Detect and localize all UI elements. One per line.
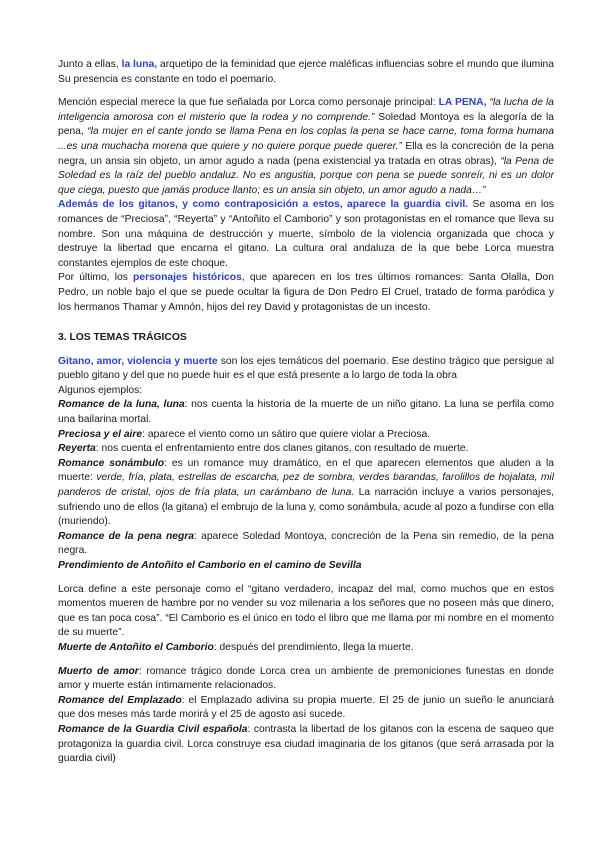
item-title: Muerto de amor xyxy=(58,665,139,677)
item-prendimiento-text: Lorca define a este personaje como el “gitano verdadero, incapaz del mal, como muchos que en estos momentos mueren de hambre por no vender su voz milenaria a los señores que no poseen más que dinero, que es tan poca cosa”. “El Camborio es el único en todo el libro que me llama por mi nombre en el momento de su muerte”. xyxy=(58,583,554,639)
item-text: : romance trágico donde Lorca crea un ambiente de premoniciones funestas en donde amor y muerte están íntimamente relacionados. xyxy=(58,665,554,692)
item-quote: verde, fría, plata, estrellas de escarcha, pez de sombra, verdes barandas, farolillos de hojalata, mil panderos de cristal, ojos de fría plata, un carámbano de luna. xyxy=(58,472,554,499)
item-text: : contrasta la libertad de los gitanos con la escena de saqueo que protagoniza la guardia civil. Lorca construye esa ciudad imaginaria de los gitanos (que será arrasada por la guardia civil) xyxy=(58,723,554,765)
item-romance-luna xyxy=(58,398,554,427)
item-pena-negra xyxy=(58,530,554,559)
item-prendimiento-title: Prendimiento de Antoñito el Camborio en el camino de Sevilla xyxy=(58,560,362,571)
item-title: Preciosa y el aire xyxy=(58,428,143,440)
highlight-themes: Gitano, amor, violencia y muerte xyxy=(58,355,218,367)
text: Mención especial merece la que fue señalada por Lorca como personaje principal: xyxy=(58,97,439,109)
quote: “la lucha de la inteligencia amorosa con el misterio que la rodea y no comprende.” xyxy=(58,97,554,123)
item-text: : aparece Soledad Montoya, concreción de la Pena sin remedio, de la pena negra. xyxy=(58,530,554,557)
paragraph-personajes-historicos xyxy=(58,271,554,315)
item-title: Romance de la pena negra xyxy=(58,530,194,542)
highlight-la-luna: la luna, xyxy=(121,59,158,70)
paragraph-la-pena xyxy=(58,96,554,198)
item-title: Reyerta xyxy=(58,443,96,455)
item-title: Romance de la luna, luna xyxy=(58,399,185,411)
item-muerte-antonito xyxy=(58,641,554,656)
item-title: Muerte de Antoñito el Camborio xyxy=(58,641,214,653)
item-text: : es un romance muy dramático, en el que aparecen elementos que aluden a la muerte: xyxy=(58,457,554,484)
text: , que aparecen en los tres últimos romances: Santa Olalla, Don Pedro, un noble bajo el que se puede ocultar la figura de Don Pedro El Cruel, tratado de forma paródica y los hermanos Thamar y Amnón, hijos del rey David y protagonistas de un incesto. xyxy=(58,272,554,313)
section-heading: 3. LOS TEMAS TRÁGICOS xyxy=(58,332,187,344)
item-text: : después del prendimiento, llega la muerte. xyxy=(213,641,414,653)
item-guardia-civil xyxy=(58,723,554,767)
item-preciosa xyxy=(58,428,554,443)
item-reyerta xyxy=(58,442,554,457)
item-title: Romance sonámbulo xyxy=(58,457,165,469)
highlight-personajes-historicos: personajes históricos xyxy=(133,272,242,284)
item-emplazado xyxy=(58,694,554,723)
text: Soledad Montoya es la alegoría de la pena, xyxy=(58,111,554,138)
item-text: : nos cuenta la historia de la muerte de un niño gitano. La luna se perfila como una bailarina mortal. xyxy=(58,399,554,426)
text: Ella es la concreción de la pena negra, un ansia sin objeto, un amor agudo a nada (pena existencial ya tratada en otras obras), xyxy=(58,140,554,167)
text: Por último, los xyxy=(58,272,134,284)
item-sonambulo xyxy=(58,457,554,530)
paragraph-guardia-civil xyxy=(58,198,554,271)
item-text: : el Emplazado adivina su propia muerte. El 25 de junio un sueño le anunciará que dos meses más tarde morirá y el 25 de agosto así sucede. xyxy=(58,694,554,721)
text: son los ejes temáticos del poemario. Ese destino trágico que persigue al pueblo gitano y del que no puede huir es el que está presente a lo largo de toda la obra xyxy=(58,355,554,382)
paragraph-intro xyxy=(58,355,554,384)
quote: “la Pena de Soledad es la raíz del pueblo andaluz. No es angustia, porque con pena se puede sonreír, ni es un dolor que ciega, puesto que jamás produce llanto; es un ansia sin objeto, un amor agudo a nada…” xyxy=(58,155,554,196)
examples-label: Algunos ejemplos: xyxy=(58,384,143,396)
item-muerto-de-amor xyxy=(58,665,554,694)
text: Junto a ellas, xyxy=(58,59,122,70)
highlight-guardia-civil: Además de los gitanos, y como contraposición a estos, aparece la guardia civil. xyxy=(58,199,469,211)
text: arquetipo de la feminidad que ejerce maléficas influencias sobre el mundo que ilumina Su presencia es constante en todo el poemario. xyxy=(58,59,554,85)
item-text: La narración incluye a varios personajes, sufriendo uno de ellos (la gitana) el embrujo de la luna y, como sonámbula, acude al pozo a fundirse con ella (muriendo). xyxy=(58,487,554,528)
text: Se asoma en los romances de “Preciosa”, “Reyerta” y “Antoñito el Camborio” y son protagonistas en el romance que lleva su nombre. Son una máquina de destrucción y muerte, símbolo de la violencia organizada que choca y destruye la libertad que encarna el gitano. La cultura oral andaluza de la que bebe Lorca muestra constantes ejemplos de este choque. xyxy=(58,199,555,269)
paragraph-luna xyxy=(58,58,554,87)
item-title: Romance de la Guardia Civil española xyxy=(58,723,248,735)
highlight-la-pena: LA PENA, xyxy=(438,97,487,109)
quote: “la mujer en el cante jondo se llama Pena en los coplas la pena se hace carne, toma forma humana ...es una muchacha morena que quiere y no quiere porque puede querer.” xyxy=(58,126,554,152)
item-title: Romance del Emplazado xyxy=(58,694,182,706)
item-text: : aparece el viento como un sátiro que quiere violar a Preciosa. xyxy=(142,428,431,440)
item-text: : nos cuenta el enfrentamiento entre dos clanes gitanos, con resultado de muerte. xyxy=(95,443,469,455)
